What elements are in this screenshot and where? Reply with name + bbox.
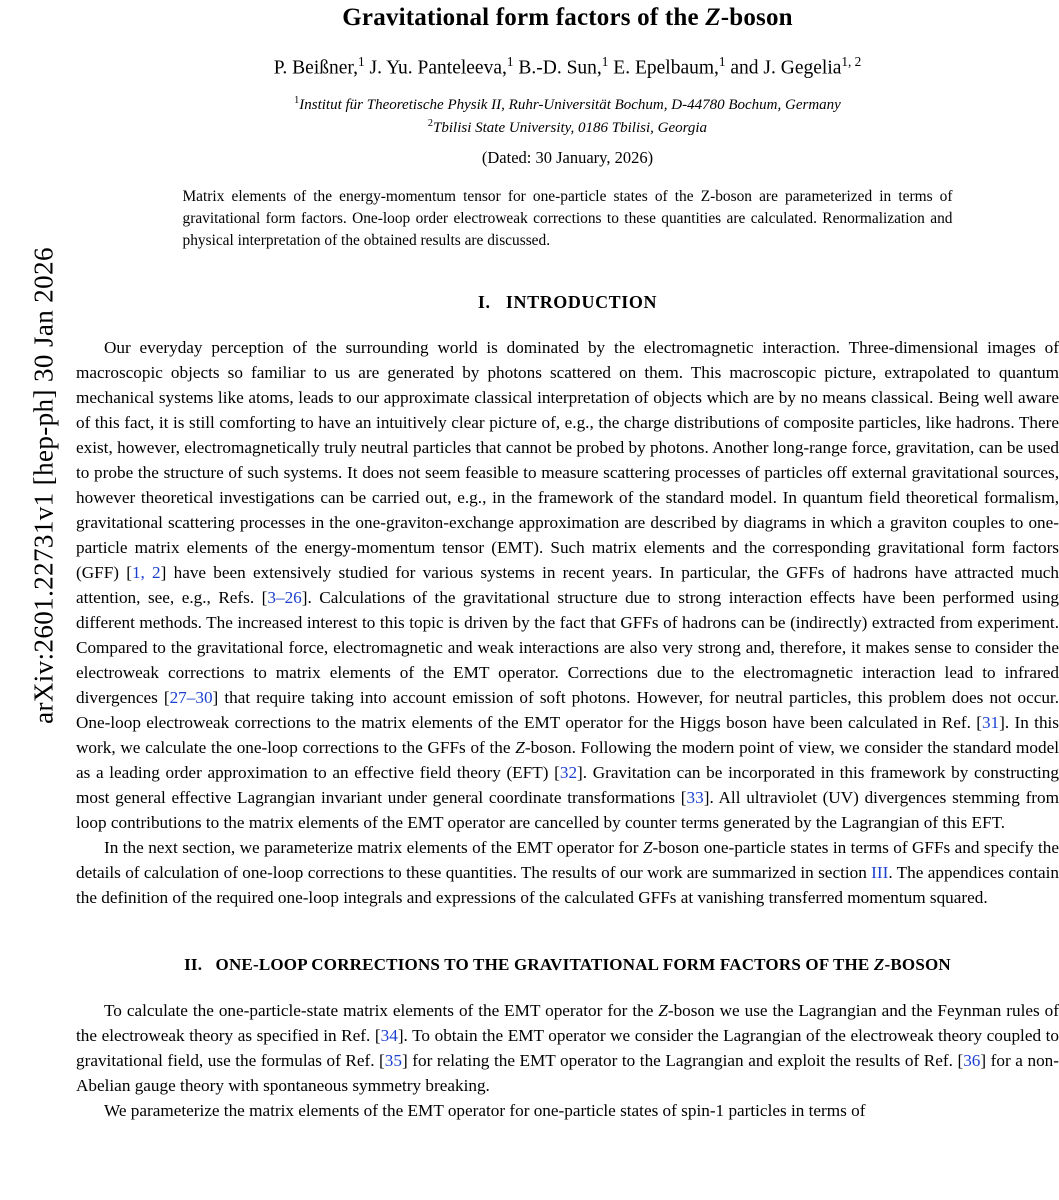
section-body-introduction — [76, 335, 1059, 910]
citation-link[interactable]: 33 — [686, 787, 704, 807]
abstract: Matrix elements of the energy-momentum tensor for one-particle states of the Z-boson are parameterized in terms of gravitational form factors. One-loop order electroweak corrections to these quantities are calculated. Renormalization and physical interpretation of the obtained results are discussed. — [182, 188, 953, 249]
paragraph-intro-2: In the next section, we parameterize matrix elements of the EMT operator for Z-boson one-particle states in terms of GFFs and specify the details of calculation of one-loop corrections to these quantities. The results of our work are summarized in section III. The appendices contain the definition of the required one-loop integrals and expressions of the calculated GFFs at vanishing transferred momentum squared. — [76, 837, 1059, 907]
author-list: P. Beißner,$^1$ J. Yu. Panteleeva,$^1$ B.-D. Sun,$^1$ E. Epelbaum,$^1$ and J. Gegelia$^{1, 2}$ — [273, 54, 862, 79]
page-title: Gravitational form factors of the Z-boson — [342, 4, 793, 31]
affiliations: $^1$Institut für Theoretische Physik II, Ruhr-Universität Bochum, D-44780 Bochum, Germany $^2$Tbilisi State University, 0186 Tbilisi, Georgia — [294, 94, 841, 137]
citation-link[interactable]: 31 — [981, 712, 1000, 732]
section-body-one-loop — [76, 998, 1059, 1123]
paragraph-intro-1: Our everyday perception of the surrounding world is dominated by the electromagnetic interaction. Three-dimensional images of macroscopic objects so familiar to us are generated by photons scattered on them. This macroscopic picture, extrapolated to quantum mechanical systems like atoms, leads to our approximate classical interpretation of objects which are by no means classical. Being well aware of this fact, it is still comforting to have an intuitively clear picture of, e.g., the charge distributions of composite particles, like hadrons. There exist, however, electromagnetically truly neutral particles that cannot be probed by photons. Another long-range force, gravitation, can be used to probe the structure of such systems. It does not seem feasible to measure scattering processes of particles off external gravitational sources, however theoretical investigations can be carried out, e.g., in the framework of the standard model. In quantum field theoretical formalism, gravitational scattering processes in the one-graviton-exchange approximation are described by diagrams in which a graviton couples to one-particle matrix elements of the energy-momentum tensor (EMT). Such matrix elements and the corresponding gravitational form factors (GFF) [1, 2] have been extensively studied for various systems in recent years. In particular, the GFFs of hadrons have attracted much attention, see, e.g., Refs. [3–26]. Calculations of the gravitational structure due to strong interaction effects have been performed using different methods. The increased interest to this topic is driven by the fact that GFFs of hadrons can be (indirectly) extracted from experiment. Compared to the gravitational force, electromagnetic and weak interactions are also very strong and, therefore, it makes sense to consider the electroweak corrections to matrix elements of the EMT operator. Corrections due to the electromagnetic interaction lead to infrared divergences [27–30] that require taking into account emission of soft photons. However, for neutral particles, this problem does not occur. One-loop electroweak corrections to the matrix elements of the EMT operator for the Higgs boson have been calculated in Ref. [31]. In this work, we calculate the one-loop corrections to the GFFs of the Z-boson. Following the modern point of view, we consider the standard model as a leading order approximation to an effective field theory (EFT) [32]. Gravitation can be incorporated in this framework by constructing most general effective Lagrangian invariant under general coordinate transformations [33]. All ultraviolet (UV) divergences stemming from loop contributions to the matrix elements of the EMT operator are cancelled by counter terms generated by the Lagrangian of this EFT. — [76, 337, 1059, 832]
paper-page — [76, 0, 1059, 1200]
section-heading-one-loop: II. ONE-LOOP CORRECTIONS TO THE GRAVITATIONAL FORM FACTORS OF THE Z-BOSON — [184, 954, 951, 974]
citation-link[interactable]: 27–30 — [169, 687, 213, 707]
citation-link[interactable]: 34 — [380, 1026, 398, 1046]
section-heading-introduction: I. INTRODUCTION — [477, 291, 658, 312]
citation-link[interactable]: 3–26 — [267, 587, 302, 607]
paragraph-sec2-2: We parameterize the matrix elements of the EMT operator for one-particle states of spin-1 particles in terms of — [104, 1101, 866, 1121]
date-line: (Dated: 30 January, 2026) — [481, 148, 654, 167]
citation-link[interactable]: 32 — [559, 762, 578, 782]
arxiv-stamp: arXiv:2601.22731v1 [hep-ph] 30 Jan 2026 — [28, 247, 59, 724]
section-link[interactable]: III — [871, 862, 889, 882]
paragraph-sec2-1: To calculate the one-particle-state matrix elements of the EMT operator for the Z-boson we use the Lagrangian and the Feynman rules of the electroweak theory as specified in Ref. [34]. To obtain the EMT operator we consider the Lagrangian of the electroweak theory coupled to gravitational field, use the formulas of Ref. [35] for relating the EMT operator to the Lagrangian and exploit the results of Ref. [36] for a non-Abelian gauge theory with spontaneous symmetry breaking. — [76, 1001, 1059, 1096]
citation-link[interactable]: 36 — [963, 1051, 981, 1071]
citation-link[interactable]: 35 — [384, 1051, 402, 1071]
citation-link[interactable]: 1, 2 — [131, 562, 161, 582]
